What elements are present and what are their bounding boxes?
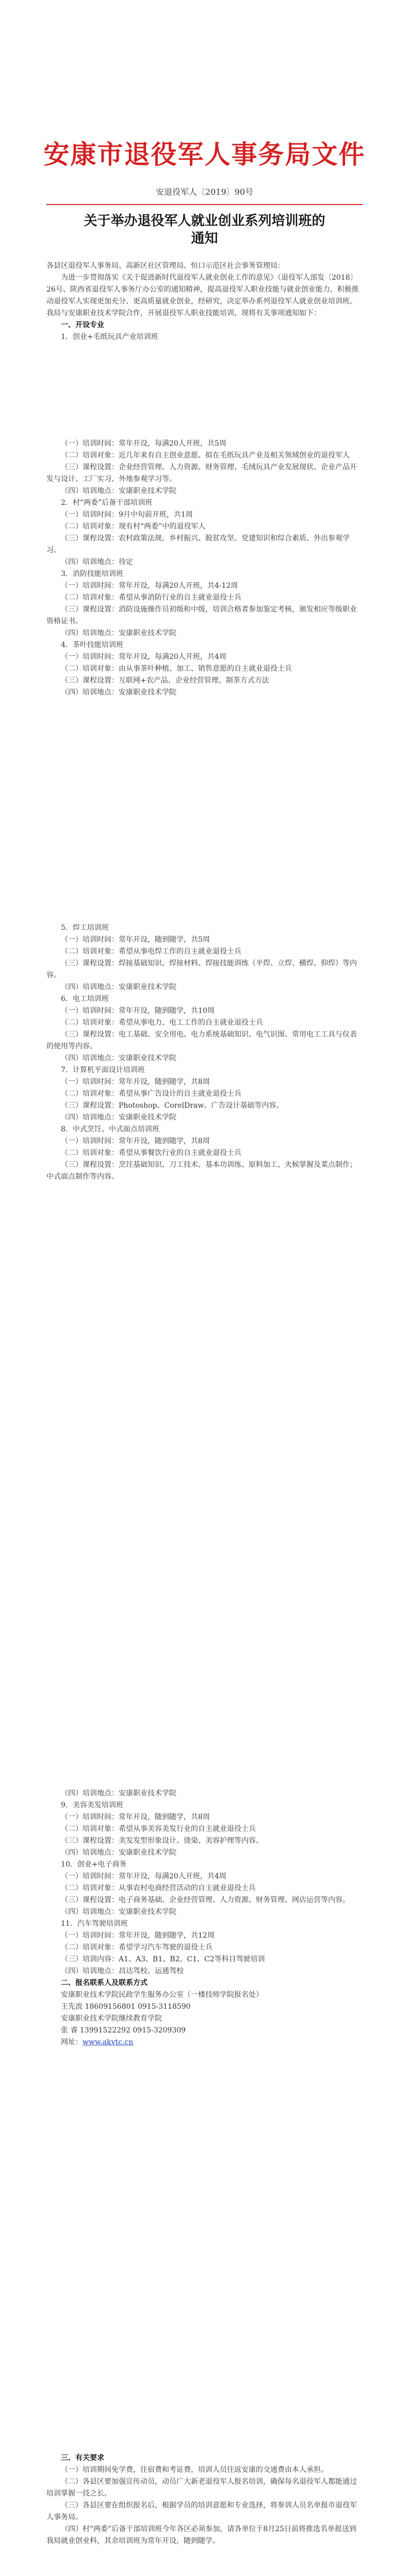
course-name: 1．创业+毛纸玩具产业培训班: [61, 333, 158, 341]
course-detail: （一）培训时间：常年开设，每满20人开班，共4周: [61, 653, 226, 661]
course-detail: （一）培训时间：9月中旬前开班，共1周: [61, 511, 193, 519]
course-detail: （三）课程设置：消防设施操作员初级和中级，培训合格者参加鉴定考核，颁发相应等级职业资格证书。: [46, 605, 357, 625]
blank-line: [46, 355, 363, 367]
course-name: 6．电工培训班: [61, 995, 109, 1003]
course-detail: （二）培训对象：希望学习汽车驾驶的退役士兵: [61, 1943, 212, 1952]
document-body-part2: [46, 922, 363, 1183]
course-detail: （四）培训地点：安康职业技术学院: [61, 983, 176, 991]
blank-line: [46, 402, 363, 414]
document-number: 安退役军人〔2019〕90号: [155, 187, 254, 197]
course-detail: （二）培训对象：现有村“两委”中的退役军人: [61, 522, 206, 531]
course-detail: （二）培训对象：希望从事消防行业的自主就业退役士兵: [61, 594, 241, 602]
blank-line: [46, 343, 363, 355]
blank-line: [46, 2559, 363, 2571]
blank-line: [46, 379, 363, 391]
course-detail: （一）培训时间：常年开设，随到随学，共8周: [61, 1078, 210, 1086]
section-heading-contacts: 二、报名联系人及联系方式: [61, 1979, 148, 1987]
blank-line: [46, 391, 363, 402]
course-detail: （三）课程设置：焊接基础知识、焊接材料、焊接技能训练（平焊、立焊、横焊、仰焊）等内容。: [46, 959, 357, 979]
course-detail: （二）培训对象：希望从事美容美发行业的自主就业退役士兵: [61, 1825, 256, 1833]
contact-line: 张 睿 13991522292 0915-3209309: [61, 2026, 186, 2035]
course-detail: （二）培训对象：从事农村电商经营活动的自主就业退役士兵: [61, 1884, 256, 1892]
course-detail: （一）培训时间：常年开设，每满20人开班，共5周: [61, 439, 226, 448]
document-body-part1: [46, 260, 363, 699]
requirement-item: （三）各县区要在组织报名后，根据学员的培训意愿和专业选择，将参训人员名单报市退役军人事务局。: [46, 2501, 357, 2521]
course-detail: （一）培训时间：常年开设，每满20人开班，共4周: [61, 1872, 226, 1880]
course-detail: （二）培训对象：希望从事电焊工作的自主就业退役士兵: [61, 947, 241, 956]
course-detail: （三）课程设置：电工基础、安全用电、电力系统基础知识、电气识图、常用电工工具与仪表的使用等内容。: [46, 1030, 357, 1050]
intro-paragraph: 为进一步贯彻落实《关于促进新时代退役军人就业创业工作的意见》（退役军人部发〔2018〕26号、陕西省退役军人事务厅办公室的通知精神，提高退役军人职业技能与就业创业能力，积极推动退役军人实现更加充分、更高质量就业创业，经研究，决定举办系列退役军人就业创业培训班。我局与安康职业技术学院合作，开展退役军人职业技能培训，现将有关事项通知如下：: [46, 274, 359, 317]
addressees: 各县区退役军人事务局、高新区社区管理局、恒口示范区社会事务管理局：: [46, 262, 285, 270]
course-name: 9．美容美发培训班: [61, 1801, 123, 1809]
course-detail: （一）培训时间：常年开设，每满20人开班，共4-12周: [61, 582, 238, 590]
section-heading-requirements: 三、有关要求: [61, 2454, 104, 2462]
course-detail: （四）培训地点：安康职业技术学院: [61, 1849, 176, 1857]
blank-line: [46, 2571, 363, 2576]
course-detail: （四）培训地点：安康职业技术学院: [61, 1113, 176, 1122]
website-line: [46, 2037, 363, 2048]
contact-line: 王先波 18609156801 0915-3118590: [61, 2003, 191, 2011]
course-detail: （四）培训地点：安康职业技术学院: [61, 688, 176, 697]
course-detail: （一）培训时间：常年开设，随到随学，共10周: [61, 1007, 215, 1015]
course-name: 8．中式烹饪、中式面点培训班: [61, 1125, 159, 1133]
course-detail: （二）培训对象：希望从事广告设计的自主就业退役士兵: [61, 1090, 241, 1098]
course-detail: （一）培训时间：常年开设，随到随学，共8周: [61, 1137, 210, 1145]
course-name: 2．村“两委”后备干部培训班: [61, 499, 153, 507]
course-detail: （二）培训对象：希望从事电力、电工工作的自主就业退役士兵: [61, 1019, 263, 1027]
contact-line: 安康职业技术学院继续教育学院: [61, 2014, 162, 2023]
course-detail: （三）课程设置：美发发型形象设计、烫染、美容护理等内容。: [61, 1837, 263, 1845]
website-link[interactable]: www.akvtc.cn: [83, 2038, 134, 2046]
course-detail: （四）培训地点：安康职业技术学院: [61, 629, 176, 637]
red-divider: [46, 204, 363, 205]
course-detail: （一）培训时间：常年开设，随到随学，共12周: [61, 1931, 215, 1940]
website-label: 网址：: [61, 2038, 83, 2046]
blank-line: [46, 2547, 363, 2559]
course-name: 7．计算机平面设计培训班: [61, 1066, 145, 1074]
course-name: 4．茶叶技能培训班: [61, 641, 123, 649]
course-name: 11．汽车驾驶培训班: [61, 1920, 128, 1928]
course-detail: （四）培训地点：安康职业技术学院: [61, 1789, 176, 1798]
course-name: 3．消防技能培训班: [61, 570, 123, 578]
document-body-part3: [46, 1788, 363, 2048]
course-detail: （四）培训地点：安康职业技术学院: [61, 1054, 176, 1062]
requirement-item: （四）村“两委”后备干部培训班今年各区必须参加，请各单位于8月25日前将推选名单报送到我局就业创业科，其余培训班为常年开设，随到随学。: [46, 2525, 357, 2545]
org-title: 安康市退役军人事务局文件: [43, 140, 366, 170]
course-detail: （三）课程设置：企业经营管理、人力资源、财务管理、毛绒玩具产业发展现状、企业产品开发与设计、工厂实习、外地参观学习等。: [46, 463, 357, 483]
course-detail: （四）培训地点：安康职业技术学院: [61, 1908, 176, 1916]
blank-line: [46, 414, 363, 426]
contact-line: 安康职业技术学院民政学生服务办公室（一楼技师学院报名处）: [61, 1991, 263, 1999]
notice-title: 关于举办退役军人就业创业系列培训班的通知: [84, 213, 325, 246]
blank-line: [46, 367, 363, 379]
course-detail: （二）培训对象：由从事茶叶种植、加工、销售意愿的自主就业退役士兵: [61, 665, 292, 673]
course-name: 5．焊工培训班: [61, 924, 109, 932]
course-detail: （三）培训内容：A1、A3、B1、B2、C1、C2等科目驾驶培训: [61, 1955, 265, 1963]
course-detail: （一）培训时间：常年开设，随到随学，共5周: [61, 936, 210, 944]
course-detail: （三）课程设置：电子商务基础、企业经营管理、人力资源、财务管理、网店运营等内容。: [61, 1896, 350, 1904]
requirement-item: （二）各县区要加强宣传动员，动员广大新老退役军人报名培训，确保每名退役军人都能通过培训掌握一技之长。: [46, 2478, 357, 2498]
course-detail: （四）培训地点：待定: [61, 558, 133, 566]
course-detail: （三）课程设置：烹饪基础知识、刀工技术、基本功训练、原料加工、火候掌握及菜点制作；中式面点制作等内容。: [46, 1161, 357, 1181]
course-detail: （三）课程设置：互联网+农产品、企业经营管理、制茶方式方法: [61, 676, 269, 685]
course-detail: （二）培训对象：希望从事餐饮行业的自主就业退役士兵: [61, 1149, 241, 1157]
course-detail: （四）培训地点：昌达驾校、运通驾校: [61, 1967, 184, 1975]
blank-line: [46, 426, 363, 438]
course-detail: （一）培训时间：常年开设，随到随学，共8周: [61, 1813, 210, 1821]
course-detail: （三）课程设置：Photoshop、CorelDraw、广告设计基础等内容。: [61, 1101, 284, 1110]
document-body-part4: [46, 2452, 363, 2576]
section-heading-specialties: 一、开设专业: [61, 321, 104, 329]
course-detail: （四）培训地点：安康职业技术学院: [61, 487, 176, 495]
course-name: 10．创业+电子商务: [61, 1860, 127, 1869]
course-detail: （三）课程设置：农村政策法规、乡村振兴、脱贫攻坚、党建知识和综合素质、外出参观学习。: [46, 534, 350, 554]
course-detail: （二）培训对象：近几年来有自主创业意愿、拟在毛纸玩具产业及相关领域创业的退役军人: [61, 451, 350, 460]
requirement-item: （一）培训期间免学费，住宿费和考证费，培训人员往返安康的交通费由本人承担。: [61, 2466, 328, 2474]
